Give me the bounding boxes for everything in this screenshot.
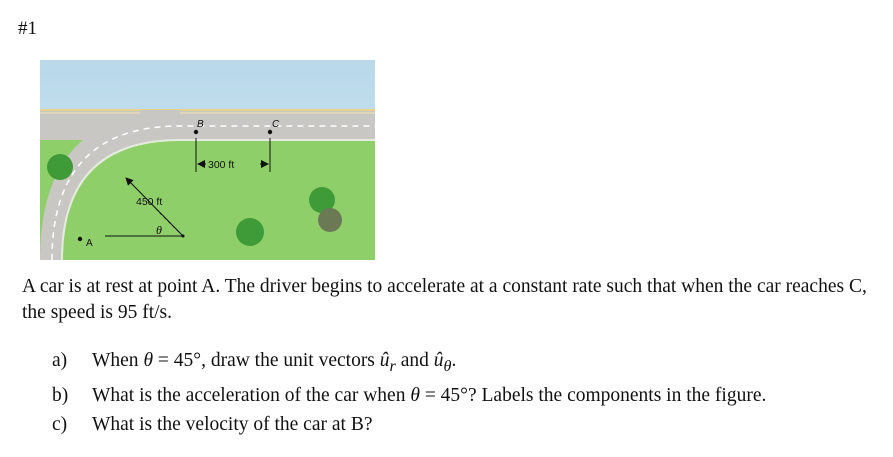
problem-figure — [40, 60, 375, 260]
question-c-label: c) — [52, 413, 68, 435]
question-b-theta: θ — [410, 384, 420, 406]
distance-label: 300 ft — [208, 159, 235, 171]
problem-number: #1 — [18, 18, 37, 39]
unit-vector-theta: û — [433, 350, 444, 371]
question-c — [52, 410, 766, 439]
point-b-label: B — [197, 119, 204, 130]
point-b-dot — [194, 130, 198, 134]
question-a-theta: θ — [143, 350, 154, 371]
point-a-dot — [78, 237, 82, 241]
question-b-label: b) — [52, 384, 69, 406]
question-a-post: . — [451, 350, 457, 371]
bush-right-rock — [318, 208, 342, 232]
bush-bottom — [236, 218, 264, 246]
unit-vector-theta-sub: θ — [443, 356, 452, 375]
question-a-label: a) — [52, 350, 68, 371]
question-a — [52, 346, 766, 381]
road-curve-fill — [140, 110, 180, 140]
question-c-text: What is the velocity of the car at B? — [92, 413, 373, 435]
question-a-mid: = 45°, draw the unit vectors — [153, 350, 380, 371]
unit-vector-r: û — [379, 350, 390, 371]
unit-vector-r-sub: r — [389, 356, 396, 375]
question-a-pre: When — [92, 350, 144, 371]
question-b-pre: What is the acceleration of the car when — [92, 384, 411, 406]
point-c-label: C — [272, 119, 280, 130]
question-list — [52, 346, 766, 439]
problem-description: A car is at rest at point A. The driver begins to accelerate at a constant rate such that when the car reaches C, the speed is 95 ft/s. — [22, 276, 867, 323]
bush-left — [47, 154, 73, 180]
question-a-and: and — [395, 350, 434, 371]
radius-label: 450 ft — [136, 196, 163, 208]
point-c-dot — [268, 130, 272, 134]
question-b — [52, 381, 766, 410]
center-point — [182, 235, 185, 238]
question-b-post: = 45°? Labels the components in the figure. — [419, 384, 767, 406]
point-a-label: A — [86, 238, 93, 249]
angle-label: θ — [156, 223, 162, 237]
